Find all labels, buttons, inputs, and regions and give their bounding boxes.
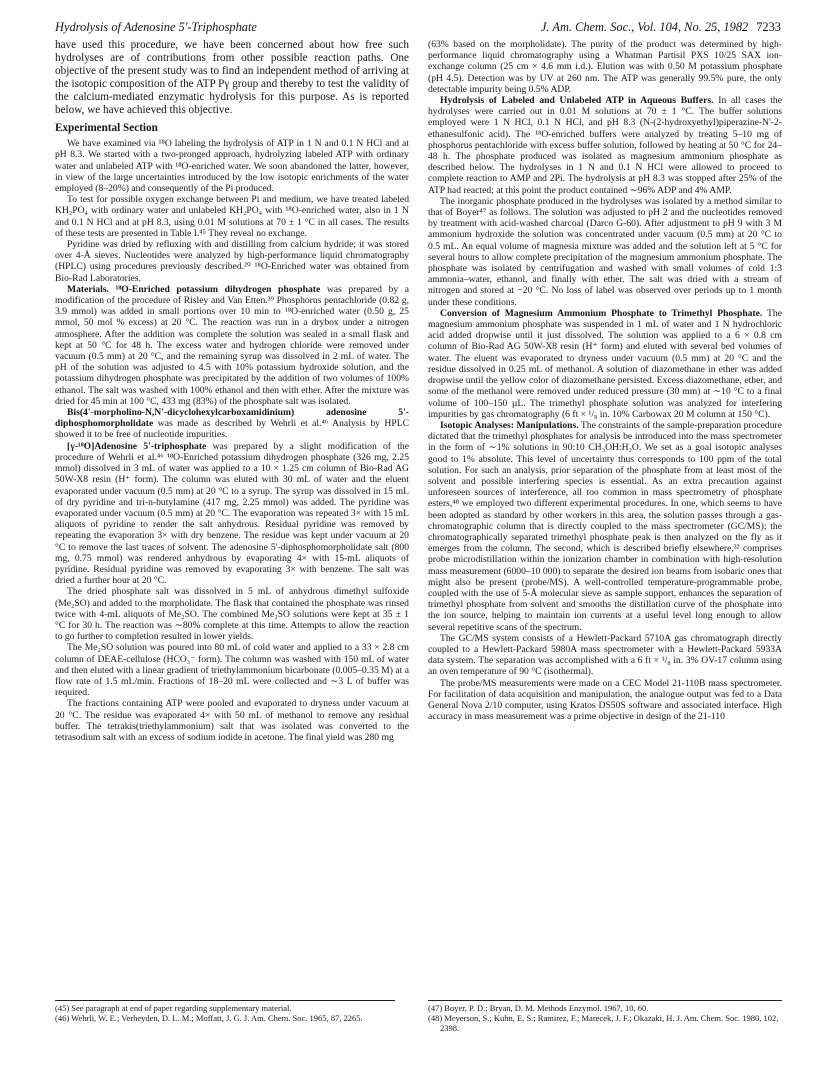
footnote: (46) Wehrli, W. E.; Verheyden, D. L. M.; Moffatt, J. G. J. Am. Chem. Soc. 1965, 87, 2265. bbox=[55, 1013, 363, 1024]
paragraph-body: was made as described by Wehrli et al.⁴⁶ Analysis by HPLC showed it to be free of nucleotide impurities. bbox=[55, 418, 409, 441]
footnote: (45) See paragraph at end of paper regarding supplementary material. bbox=[55, 1003, 292, 1013]
paragraph-body: was prepared by a modification of the procedure of Risley and Van Etten.³⁹ Phosphorus pentachloride (0.82 g, 3.9 mmol) was added in small portions over 10 min to ¹⁸O-enriched water (0.50 g, 25 mmol, 50 mol % excess) at 20 °C. The reaction was run in a drybox under a nitrogen atmosphere. After the addition was complete the solution was sealed in a small flask and kept at 50 °C for 48 h. The excess water and hydrogen chloride were removed under vacuum (0.5 mm) at 20 °C, and the remaining syrup was dissolved in 2 mL of water. The pH of the solution was adjusted to 4.5 with 10% potassium hydroxide solution, and the potassium dihydrogen phosphate was precipitated by the addition of two volumes of 100% ethanol. The salt was washed with 100% ethanol and then with ether. After the mixture was dried for 45 min at 100 °C, 433 mg (83%) of the phosphate salt was isolated. bbox=[55, 283, 410, 407]
journal-citation bbox=[541, 20, 781, 35]
paragraph: The dried phosphate salt was dissolved in 5 mL of anhydrous dimethyl sulfoxide (Me₂SO) and added to the morpholidate. The flask that contained the phosphate was rinsed twice with 4-mL aliquots of Me₂SO. The combined Me₂SO solutions were kept at 35 ± 1 °C for 30 h. The reaction was ∼80% complete at this time. Attempts to allow the reaction to go further to completion resulted in lower yields. bbox=[55, 586, 409, 643]
run-in-heading: Hydrolysis of Labeled and Unlabeled ATP in Aqueous Buffers. bbox=[440, 95, 714, 107]
paragraph: Pyridine was dried by refluxing with and distilling from calcium hydride; it was stored over 4-Å sieves. Nucleotides were analyzed by high-performance liquid chromatography (HPLC) using procedures previously described.²⁰ ¹⁸O-Enriched water was obtained from Bio-Rad Laboratories. bbox=[55, 239, 409, 284]
running-header bbox=[55, 20, 781, 36]
intro-paragraph: have used this procedure, we have been concerned about how free such hydrolyses are of contributions from other possible reaction paths. One objective of the present study was to find an independent method of arriving at the isotopic composition of the ATP Pγ group and thereby to test the validity of the calcium-mediated enzymatic hydrolysis for this purpose. As is reported below, we have achieved this objective. bbox=[55, 39, 409, 116]
section-heading: Experimental Section bbox=[55, 122, 158, 134]
paragraph: The Me₂SO solution was poured into 80 mL of cold water and applied to a 33 × 2.8 cm column of DEAE-cellulose (HCO₃⁻ form). The column was washed with 150 mL of water and then eluted with a linear gradient of triethylammonium bicarbonate (0.005–0.35 M) at a flow rate of 1.5 mL/min. Fractions of 18–20 mL were collected and ∼3 L of buffer was required. bbox=[55, 642, 409, 699]
footnote-divider bbox=[428, 1000, 782, 1001]
paragraph: The inorganic phosphate produced in the hydrolyses was isolated by a method similar to that of Boyer⁴⁷ as follows. The solution was adjusted to pH 2 and the nucleotides removed by treatment with acid-washed charcoal (Darco G-60). After adjustment to pH 9 with 3 M ammonium hydroxide the solution was concentrated under vacuum (0.5 mm) at 20 °C to 0.5 mL. An equal volume of magnesia mixture was added and the solution left at 5 °C for several hours to allow complete precipitation of the magnesium ammonium phosphate. The phosphate was isolated by centrifugation and washed with small volumes of cold 1:3 ammonia–water, ethanol, and finally with ether. The salt was dried with a stream of nitrogen and stored at −20 °C. No loss of label was observed over periods up to 1 month under these conditions. bbox=[428, 195, 782, 308]
paragraph: The GC/MS system consists of a Hewlett-Packard 5710A gas chromatograph directly coupled to a Hewlett-Packard 5980A mass spectrometer with a Hewlett-Packard 5933A data system. The separation was accomplished with a 6 ft × ¹/₈ in. 3% OV-17 column using an oven temperature of 90 °C (isothermal). bbox=[428, 632, 782, 678]
paragraph: (63% based on the morpholidate). The purity of the product was determined by high-performance liquid chromatography using a Whatman Partisil PXS 10/25 SAX ion-exchange column (25 cm × 4.6 mm i.d.). Elution was with 0.50 M potassium phosphate (pH 4.5). Detection was by UV at 260 nm. The ATP was generally 99.5% pure, the only detectable impurity being 0.5% ADP. bbox=[428, 39, 782, 95]
paragraph: The probe/MS measurements were made on a CEC Model 21-110B mass spectrometer. For facilitation of data acquisition and manipulation, the analogue output was fed to a Data General Nova 2/10 computer, using Kratos DS50S software and associated interface. High accuracy in mass measurement was a prime objective in design of the 21-110 bbox=[428, 677, 782, 723]
intro-block bbox=[55, 39, 409, 117]
footnote: (48) Meyerson, S.; Kuhn, E. S.; Ramirez, F.; Marecek, J. F.; Okazaki, H. J. Am. Chem. Soc. 1980, 102, 2398. bbox=[428, 1013, 779, 1034]
running-title: Hydrolysis of Adenosine 5'-Triphosphate bbox=[55, 20, 257, 34]
footnotes-right bbox=[428, 1003, 782, 1034]
run-in-heading: [γ-¹⁸O]Adenosine 5'-triphosphate bbox=[67, 440, 207, 452]
paragraph-body: was prepared by a slight modification of the procedure of Wehrli et al.⁴⁶ ¹⁸O-Enriched potassium dihydrogen phosphate (326 mg, 2.25 mmol) dissolved in 3 mL of water was applied to a 10 × 1.25 cm column of Bio-Rad AG 50W-X8 resin (H⁺ form). The column was eluted with 30 mL of water and the eluent evaporated under vacuum (0.5 mm) at 20 °C to a syrup. The syrup was dissolved in 15 mL of dry pyridine and tri-n-butylamine (417 mg, 2.25 mmol) was added. The pyridine was evaporated under vacuum (0.5 mm) at 20 °C. The evaporation was repeated 3× with 15 mL aliquots of pyridine to render the salt anhydrous. Residual pyridine was removed by repeating the evaporation 3× with dry benzene. The residue was kept under vacuum at 20 °C to remove the last traces of solvent. The adenosine 5'-diphosphomorpholidate salt (800 mg, 0.75 mmol) was rendered anhydrous by evaporating 4× with 15-mL aliquots of pyridine. Residual pyridine was removed by evaporating 3× with benzene. The salt was dried a further hour at 20 °C. bbox=[55, 440, 410, 587]
footnote-divider bbox=[55, 1000, 395, 1001]
paragraph-conversion bbox=[428, 308, 782, 420]
left-column bbox=[55, 39, 409, 743]
right-column bbox=[428, 39, 782, 722]
paragraph: To test for possible oxygen exchange between Pi and medium, we have treated labeled KH₂PO₄ with ordinary water and unlabeled KH₂PO₄ with ¹⁸O-enriched water, also in 1 N and 0.1 N HCl and at pH 8.3, using 0.01 M solutions at 70 ± 1 °C in all cases. The results of these tests are presented in Table I.⁴⁵ They reveal no exchange. bbox=[55, 194, 409, 239]
paragraph-isotopic bbox=[428, 420, 782, 633]
footnotes-left bbox=[55, 1003, 409, 1023]
paragraph-body: The constraints of the sample-preparation procedure dictated that the trimethyl phosphates for analysis be introduced into the mass spectrometer in the form of ∼1% solutions in 90:10 CH₃OH:H₂O. We set as a goal isotopic analyses good to 1% absolute. This level of uncertainty thus corresponds to 100 ppm of the total solution. For such an analysis, prior separation of the phosphate from at least most of the solvent and possible interfering species is essential. As an extra precaution against unforeseen sources of interference, all too common in mass spectrometry of phosphate esters,⁴⁸ we employed two different experimental procedures. In one, which seems to have been adopted as standard by other workers in this area, the solution passes through a gas-chromatographic column that is directly coupled to the mass spectrometer (GC/MS); the chromatographically separated trimethyl phosphate peak is then analyzed on the fly as it emerges from the column. The second, which is described briefly elsewhere,³² comprises probe microdistillation within the ionization chamber in combination with high-resolution mass measurement (6000–10 000) to separate the desired ion beams from isobaric ones that might also be present (probe/MS). A well-controlled temperature-programmable probe, coupled with the use of 5-Å molecular sieve as sample support, enhances the separation of trimethyl phosphate from solvent and smooths the distillation curve of the phosphate into the ion source, helping to maintain ion currents at a useful level long enough to allow several repetitive scans of the spectrum. bbox=[428, 419, 782, 633]
run-in-heading: Conversion of Magnesium Ammonium Phosphate to Trimethyl Phosphate. bbox=[440, 307, 763, 319]
paragraph-materials bbox=[55, 284, 409, 407]
paragraph-hydrolysis bbox=[428, 95, 782, 196]
paragraph-body: In all cases the hydrolyses were carried out in 0.01 M solutions at 70 ± 1 °C. The buffer solutions employed were 1 N HCl, 0.1 N HCl, and pH 8.3 (N-(2-hydroxyethyl)piperazine-N'-2-ethanesulfonic acid). The ¹⁸O-enriched buffers were analyzed by treating 5–10 mg of phosphorus pentachloride with excess buffer solution, followed by heating at 50 °C for 24–48 h. The phosphate produced was isolated as magnesium ammonium phosphate as described below. The hydrolyses in 1 N and 0.1 N HCl were allowed to proceed to complete reaction to AMP and 2Pi. The hydrolysis at pH 8.3 was stopped after 25% of the ATP had reacted; at this point the product contained ∼96% ADP and 4% AMP. bbox=[428, 95, 782, 196]
run-in-heading: Isotopic Analyses: Manipulations. bbox=[440, 419, 579, 431]
paragraph-morpholidate bbox=[55, 407, 409, 441]
run-in-heading: Bis(4'-morpholino-N,N'-dicyclohexylcarboxamidinium) adenosine 5'-diphosphomorpholidate bbox=[55, 407, 409, 430]
footnote: (47) Boyer, P. D.; Bryan, D. M. Methods Enzymol. 1967, 10, 60. bbox=[428, 1003, 649, 1013]
paragraph-atp-prep bbox=[55, 441, 409, 587]
paragraph: We have examined via ¹⁸O labeling the hydrolysis of ATP in 1 N and 0.1 N HCl and at pH 8.3. We started with a two-pronged approach, hydrolyzing labeled ATP with ordinary water and unlabeled ATP with ¹⁸O-enriched water. We soon abandoned the latter, however, in view of the large uncertainties introduced by the low isotopic enrichments of the water employed (8–20%) and consequently of the Pi produced. bbox=[55, 138, 409, 195]
journal-name: J. Am. Chem. Soc., Vol. 104, No. 25, 1982 bbox=[540, 20, 749, 34]
paragraph-body: The magnesium ammonium phosphate was suspended in 1 mL of water and 1 N hydrochloric acid added dropwise until it just dissolved. The solution was applied to a 6 × 0.8 cm column of Bio-Rad AG 50W-X8 resin (H⁺ form) and eluted with several bed volumes of water. The eluent was evaporated to dryness under vacuum (0.5 mm) at 20 °C and the residue dissolved in 0.25 mL of methanol. A solution of diazomethane in ether was added dropwise until the yellow color of diazomethane persisted. Excess diazomethane, ether, and some of the methanol were removed under reduced pressure (30 mm) at ∼10 °C to a final volume of 100–150 µL. The trimethyl phosphate solution was analyzed for interfering impurities by gas chromatography (6 ft × ¹/₈ in. 10% Carbowax 20 M column at 150 °C). bbox=[428, 307, 782, 420]
page-number: 7233 bbox=[756, 20, 781, 34]
run-in-heading: Materials. ¹⁸O-Enriched potassium dihydrogen phosphate bbox=[67, 283, 321, 295]
paragraph: The fractions containing ATP were pooled and evaporated to dryness under vacuum at 20 °C. The residue was evaporated 4× with 50 mL of methanol to remove any residual buffer. The tetrakis(triethylammonium) salt that was isolated was converted to the tetrasodium salt with an excess of sodium iodide in acetone. The final yield was 280 mg bbox=[55, 698, 409, 743]
